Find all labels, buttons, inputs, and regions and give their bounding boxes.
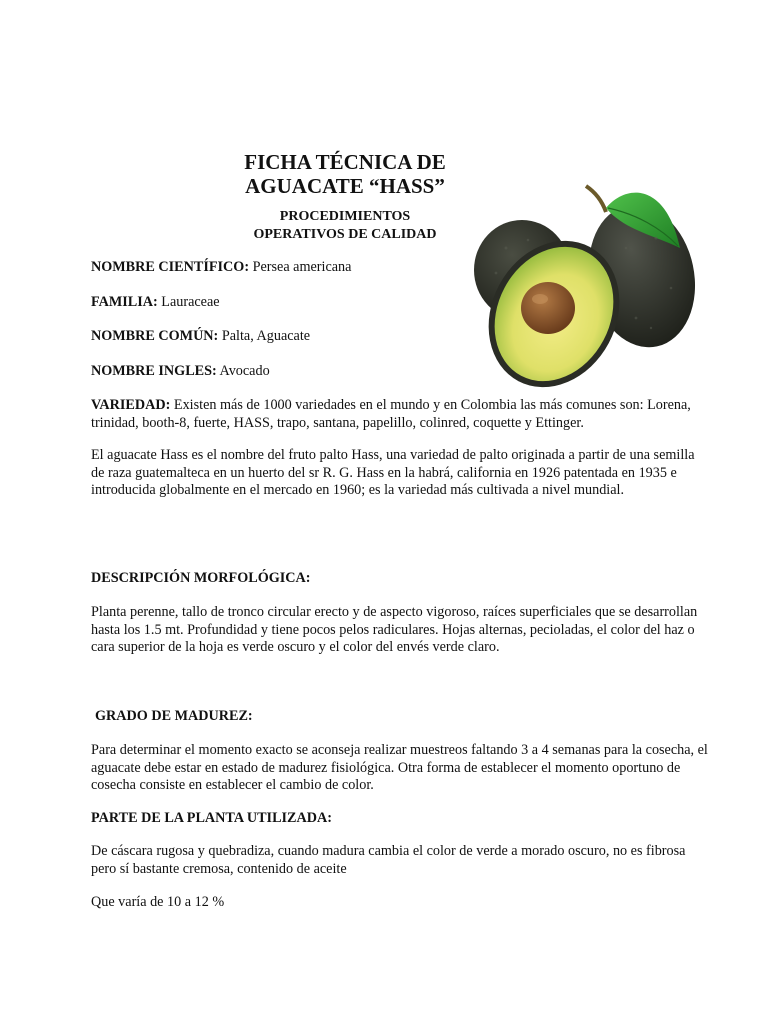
field-english-value: Avocado (216, 363, 270, 379)
field-variety-value: Existen más de 1000 variedades en el mundo y en Colombia las más comunes son: Lorena, trinidad, booth-8, fuerte, HASS, trapo, santana, papelillo, colinred, coquette y Ettinger. (91, 397, 691, 431)
title-block (180, 150, 510, 244)
ripeness-text: Para determinar el momento exacto se aconseja realizar muestreos faltando 3 a 4 semanas para la cosecha, el aguacate debe estar en estado de madurez fisiológica. Otra forma de establecer el momento oportuno de cosecha consiste en establecer el cambio de color. (91, 742, 708, 793)
field-common-value: Palta, Aguacate (218, 328, 311, 344)
field-family-label: FAMILIA: (91, 294, 158, 310)
field-family-value: Lauraceae (157, 294, 220, 310)
field-english-label: NOMBRE INGLES: (91, 363, 217, 379)
document-subtitle-line-2: OPERATIVOS DE CALIDAD (253, 227, 437, 242)
field-family (91, 294, 711, 312)
morphology-text: Planta perenne, tallo de tronco circular erecto y de aspecto vigoroso, raíces superficiales que se desarrollan hasta los 1.5 mt. Profundidad y tiene pocos pelos radiculares. Hojas alternas, pecioladas, el color del haz o cara superior de la hoja es verde oscuro y el color del envés verde claro. (91, 604, 698, 655)
morphology-heading: DESCRIPCIÓN MORFOLÓGICA: (91, 570, 311, 586)
plant-part-heading: PARTE DE LA PLANTA UTILIZADA: (91, 810, 332, 826)
field-variety (91, 397, 711, 432)
field-variety-label: VARIEDAD: (91, 397, 171, 413)
plant-part-text-2: Que varía de 10 a 12 % (91, 894, 225, 910)
field-english-name (91, 363, 711, 381)
document-title-line-1: FICHA TÉCNICA DE (244, 150, 446, 174)
plant-part-text: De cáscara rugosa y quebradiza, cuando madura cambia el color de verde a morado oscuro, no es fibrosa pero sí bastante cremosa, contenido de aceite (91, 843, 686, 877)
field-common-name (91, 328, 711, 346)
field-scientific-label: NOMBRE CIENTÍFICO: (91, 259, 250, 275)
document-subtitle-line-1: PROCEDIMIENTOS (279, 209, 411, 224)
avocado-stem (586, 186, 606, 212)
field-scientific-name (91, 259, 711, 277)
ripeness-heading: GRADO DE MADUREZ: (95, 708, 253, 724)
avocado-image (466, 178, 698, 390)
field-scientific-value: Persea americana (249, 259, 352, 275)
field-common-label: NOMBRE COMÚN: (91, 328, 219, 344)
document-title-line-2: AGUACATE “HASS” (245, 174, 445, 198)
intro-paragraph: El aguacate Hass es el nombre del fruto palto Hass, una variedad de palto originada a partir de una semilla de raza guatemalteca en un huerto del sr R. G. Hass en la habrá, california en 1926 patentada en 1935 e introducida globalmente en el mercado en 1960; es la variedad más cultivada a nivel mundial. (91, 447, 695, 498)
